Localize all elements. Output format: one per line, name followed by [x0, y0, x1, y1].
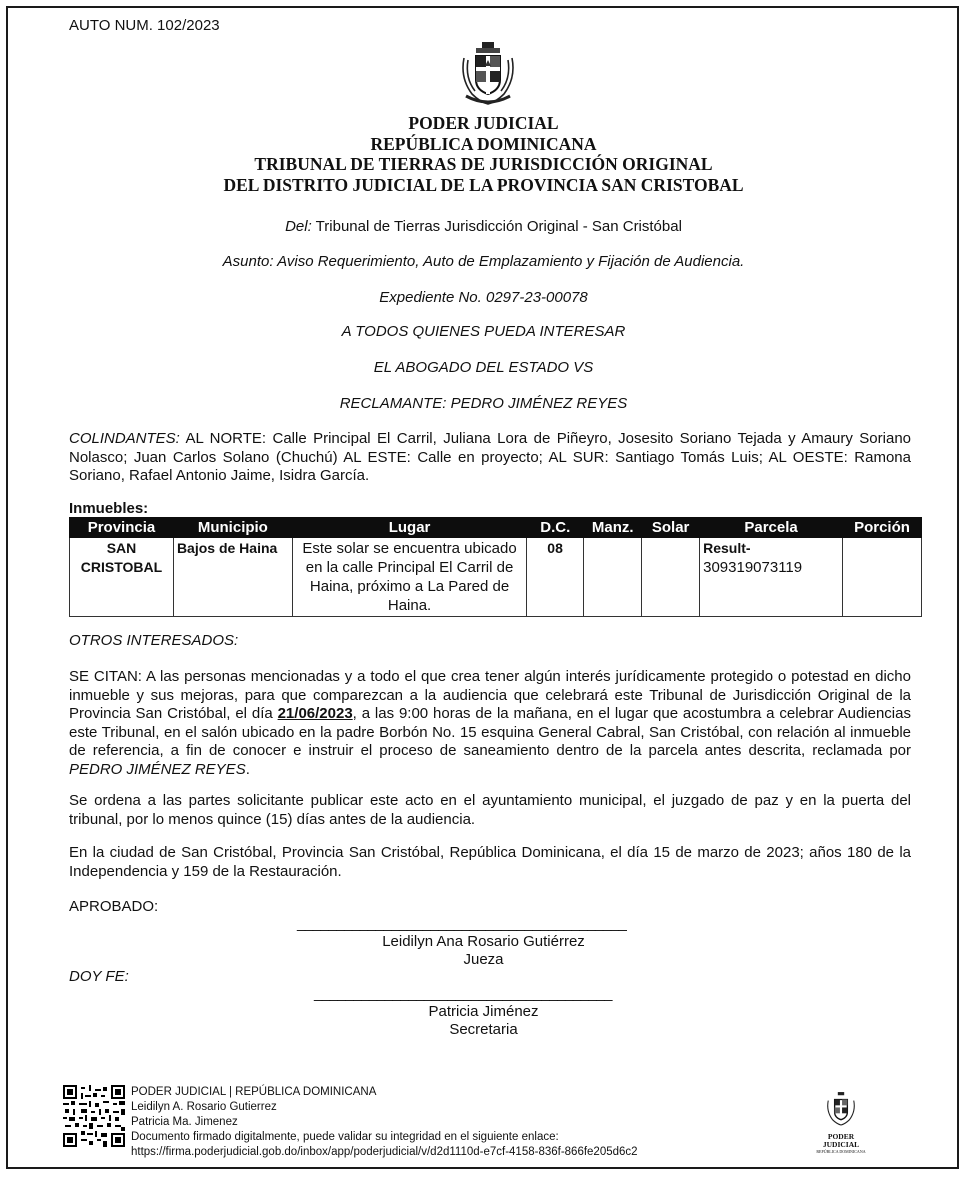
- footer-line-signer1: Leidilyn A. Rosario Gutierrez: [131, 1101, 277, 1113]
- se-citan-paragraph: [69, 668, 911, 779]
- col-parcela: Parcela: [700, 518, 843, 538]
- header-line-republica: REPÚBLICA DOMINICANA: [370, 133, 597, 154]
- col-lugar: Lugar: [292, 518, 526, 538]
- digital-signature-footer: [131, 1085, 638, 1160]
- jueza-name: Leidilyn Ana Rosario Gutiérrez: [382, 933, 585, 950]
- aprobado-label: APROBADO:: [69, 898, 159, 915]
- footer-validation-link[interactable]: https://firma.poderjudicial.gob.do/inbox/app/poderjudicial/v/d2d1110d-e7cf-4158-836f-866fe205d6c2: [131, 1146, 638, 1158]
- signature-line-jueza: __________________________________________: [297, 915, 627, 932]
- coat-of-arms-icon: [456, 38, 520, 106]
- del-value: Tribunal de Tierras Jurisdicción Original - San Cristóbal: [311, 218, 682, 235]
- footer-line-notice: Documento firmado digitalmente, puede validar su integridad en el siguiente enlace:: [131, 1131, 559, 1143]
- colindantes-text: AL NORTE: Calle Principal El Carril, Juliana Lora de Piñeyro, Josesito Soriano Tejada y Amaury Soriano Nolasco; Juan Carlos Solano (Chuchú) AL ESTE: Calle en proyecto; AL SUR: Santiago Tomás Luis; AL OESTE: Ramona Soriano, Rafael Antonio Jaime, Isidra García.: [69, 430, 911, 484]
- cell-porcion: [842, 538, 921, 617]
- cell-provincia: SAN CRISTOBAL: [70, 538, 174, 617]
- footer-line-institution: PODER JUDICIAL | REPÚBLICA DOMINICANA: [131, 1086, 377, 1098]
- inmuebles-label: Inmuebles:: [69, 500, 149, 517]
- signature-line-secretaria: ______________________________________: [314, 985, 613, 1002]
- auto-number: AUTO NUM. 102/2023: [69, 17, 220, 34]
- otros-interesados: OTROS INTERESADOS:: [69, 632, 239, 649]
- cell-parcela: [700, 538, 843, 617]
- footer-seal-brand: PODER JUDICIAL: [822, 1132, 860, 1149]
- parcela-label: Result-: [703, 540, 751, 556]
- se-citan-part2: , a las 9:00 horas de la mañana, en el lugar que acostumbra a celebrar Audiencias este Tribunal, en el salón ubicado en la padre Borbón No. 15 esquina General Cabral, San Cristóbal, con relación al inmueble de referencia, a fin de conocer e instruir el proceso de saneamiento dentro de la parcela antes descrita, reclamada por: [69, 705, 911, 759]
- abogado-line: EL ABOGADO DEL ESTADO VS: [373, 359, 594, 376]
- inmuebles-table: [69, 517, 922, 617]
- qr-code-icon: [63, 1085, 125, 1147]
- asunto-line: Asunto: Aviso Requerimiento, Auto de Emplazamiento y Fijación de Audiencia.: [222, 253, 745, 270]
- del-label: Del:: [285, 218, 312, 235]
- colindantes-paragraph: [69, 430, 911, 486]
- col-manz: Manz.: [584, 518, 642, 538]
- claimant-name: PEDRO JIMÉNEZ REYES: [69, 760, 246, 778]
- reclamante-line: RECLAMANTE: PEDRO JIMÉNEZ REYES: [339, 395, 628, 412]
- expediente-line: Expediente No. 0297-23-00078: [379, 289, 588, 306]
- col-provincia: Provincia: [70, 518, 174, 538]
- header-line-tribunal: TRIBUNAL DE TIERRAS DE JURISDICCIÓN ORIGINAL: [254, 154, 713, 174]
- table-row: [70, 538, 922, 617]
- del-line: [0, 218, 967, 235]
- table-header-row: [70, 518, 922, 538]
- ordena-paragraph: Se ordena a las partes solicitante publicar este acto en el ayuntamiento municipal, el juzgado de paz y en la puerta del tribunal, por lo menos quince (15) días antes de la audiencia.: [69, 792, 911, 828]
- col-porcion: Porción: [842, 518, 921, 538]
- header-line-poder: PODER JUDICIAL: [408, 113, 559, 133]
- ciudad-paragraph: En la ciudad de San Cristóbal, Provincia San Cristóbal, República Dominicana, el día 15 de marzo de 2023; años 180 de la Independencia y 159 de la Restauración.: [69, 844, 911, 880]
- col-solar: Solar: [642, 518, 700, 538]
- footer-seal-sub: REPÚBLICA DOMINICANA: [816, 1149, 866, 1154]
- colindantes-label: COLINDANTES:: [69, 430, 180, 447]
- cell-lugar: Este solar se encuentra ubicado en la calle Principal El Carril de Haina, próximo a La Pared de Haina.: [292, 538, 526, 617]
- cell-dc: 08: [527, 538, 584, 617]
- col-municipio: Municipio: [173, 518, 292, 538]
- hearing-date: 21/06/2023: [277, 705, 353, 722]
- se-citan-part1: SE CITAN: A las personas mencionadas y a todo el que crea tener algún interés jurídicamente protegido o potestad en dicho inmueble y sus mejoras, para que comparezcan a la audiencia que celebrará este Tribunal de Jurisdicción Original de la Provincia San Cristóbal, el día: [69, 668, 911, 722]
- parcela-value: 309319073119: [703, 559, 803, 576]
- footer-coat-of-arms-icon: [824, 1088, 858, 1128]
- jueza-title: Jueza: [463, 951, 504, 968]
- col-dc: D.C.: [527, 518, 584, 538]
- cell-municipio: Bajos de Haina: [173, 538, 292, 617]
- court-header: [0, 113, 967, 195]
- footer-line-signer2: Patricia Ma. Jimenez: [131, 1116, 238, 1128]
- secretaria-title: Secretaria: [449, 1021, 518, 1038]
- header-line-distrito: DEL DISTRITO JUDICIAL DE LA PROVINCIA SAN CRISTOBAL: [223, 174, 744, 195]
- footer-seal: [812, 1088, 870, 1154]
- secretaria-name: Patricia Jiménez: [428, 1003, 539, 1020]
- cell-manz: [584, 538, 642, 617]
- a-todos-line: A TODOS QUIENES PUEDA INTERESAR: [341, 323, 626, 340]
- doy-fe-label: DOY FE:: [69, 968, 129, 985]
- se-citan-part3: .: [245, 760, 250, 778]
- cell-solar: [642, 538, 700, 617]
